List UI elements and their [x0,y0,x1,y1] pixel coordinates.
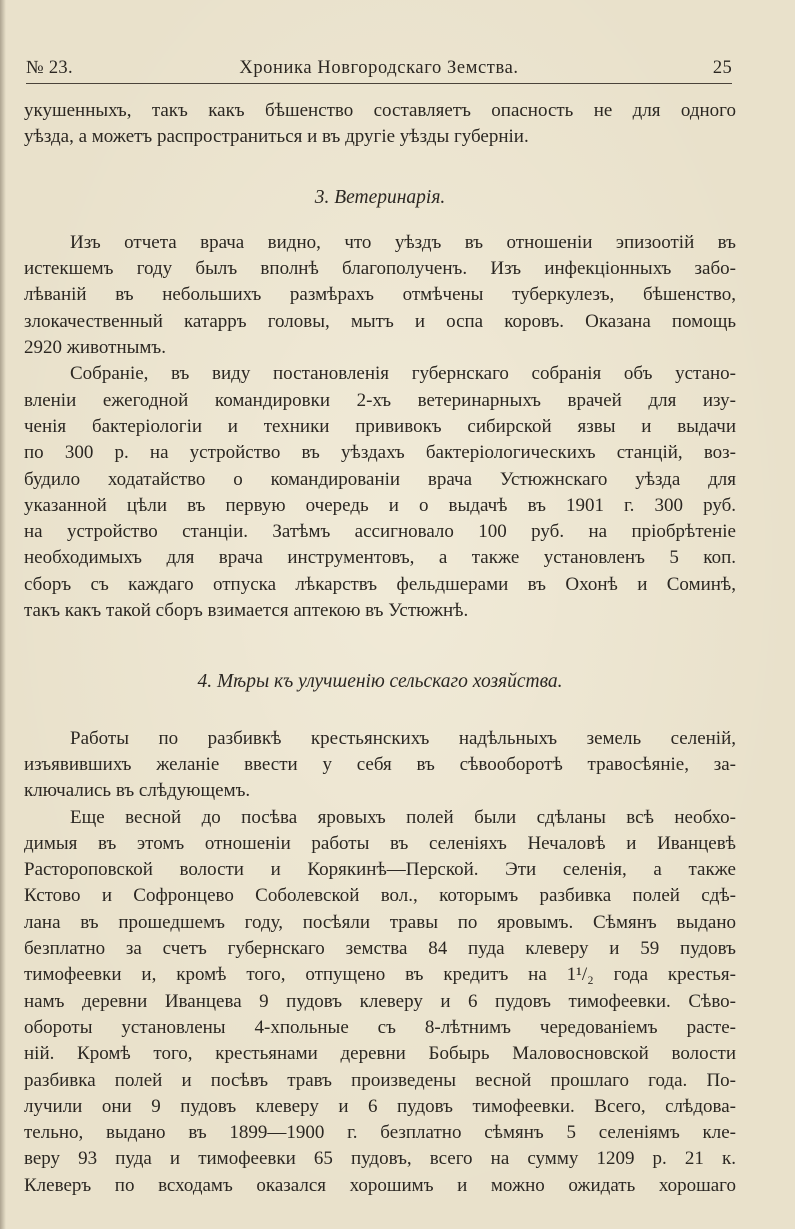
text-line: лучили они 9 пудовъ клеверу и 6 пудовъ тимофеевки. Всего, слѣдова- [24,1095,736,1117]
text-line: сборъ съ каждаго отпуска лѣкарствъ фельдшерами въ Охонѣ и Соминѣ, [24,573,736,595]
text-line: вленіи ежегодной командировки 2-хъ ветеринарныхъ врачей для изу- [24,389,736,411]
text-line: безплатно за счетъ губернскаго земства 84 пуда клеверу и 59 пудовъ [24,938,736,960]
text-line: по 300 р. на устройство въ уѣздахъ бактеріологическихъ станцій, воз- [24,442,736,464]
text-line: обороты установлены 4-хпольные съ 8-лѣтнимъ чередованіемъ расте- [24,1016,736,1038]
text-line: 2920 животнымъ. [24,337,166,359]
text-line: указанной цѣли въ первую очередь и о выдачѣ въ 1901 г. 300 руб. [24,494,736,516]
text-line: ченія бактеріологіи и техники прививокъ сибирской язвы и выдачи [24,415,736,437]
text-line: димыя въ этомъ отношеніи работы въ селеніяхъ Нечаловѣ и Иванцевѣ [24,832,736,854]
journal-title: Хроника Новгородскаго Земства. [239,58,519,78]
text-line: необходимыхъ для врача инструментовъ, а также установленъ 5 коп. [24,547,736,569]
text-line: изъявившихъ желаніе ввести у себя въ сѣвооборотѣ травосѣяніе, за- [24,753,736,775]
text-line: Изъ отчета врача видно, что уѣздъ въ отношеніи эпизоотій въ [70,231,736,253]
veterinary-paragraph-2 [24,361,736,624]
text-line: такъ какъ такой сборъ взимается аптекою въ Устюжнѣ. [24,600,469,622]
header-rule [26,83,732,84]
text-line: Еще весной до посѣва яровыхъ полей были сдѣланы всѣ необхо- [70,806,736,828]
page-number: 25 [712,58,732,78]
text-line: Работы по разбивкѣ крестьянскихъ надѣльныхъ земель селеній, [70,727,736,749]
text-line: веру 93 пуда и тимофеевки 65 пудовъ, всего на сумму 1209 р. 21 к. [24,1148,736,1170]
text-line: тимофеевки и, кромѣ того, отпущено въ кредитъ на 1¹/₂ года крестья- [24,964,736,986]
text-line: Растороповской волости и Корякинѣ—Перской. Эти селенія, а также [24,859,736,881]
text-line: Собраніе, въ виду постановленія губернскаго собранія объ устано- [70,363,736,385]
text-line: укушенныхъ, такъ какъ бѣшенство составляетъ опасность не для одного [24,100,736,121]
text-line: уѣзда, а можетъ распространиться и въ другіе уѣзды губерніи. [24,126,529,148]
running-header [26,58,732,84]
intro-paragraph [24,98,736,151]
text-line: на устройство станціи. Затѣмъ ассигновало 100 руб. на пріобрѣтеніе [24,521,736,543]
page-body [24,98,736,1199]
agriculture-paragraph-2 [24,805,736,1199]
section-heading-agriculture: 4. Мѣры къ улучшенію сельскаго хозяйства. [197,671,563,693]
text-line: будило ходатайство о командированіи врача Устюжнскаго уѣзда для [24,468,736,490]
veterinary-paragraph-1 [24,230,736,361]
issue-number: № 23. [26,58,73,78]
text-line: тельно, выдано въ 1899—1900 г. безплатно сѣмянъ 5 селеніямъ кле- [24,1122,736,1144]
agriculture-paragraph-1 [24,726,736,805]
page-edge-shadow [0,0,6,1229]
text-line: Клеверъ по всходамъ оказался хорошимъ и можно ожидать хорошаго [24,1174,736,1196]
text-line: злокачественный катарръ головы, мытъ и оспа коровъ. Оказана помощь [24,310,736,332]
section-heading-veterinary: 3. Ветеринарія. [314,186,446,208]
text-line: намъ деревни Иванцева 9 пудовъ клеверу и 6 пудовъ тимофеевки. Сѣво- [24,990,736,1012]
text-line: истекшемъ году былъ вполнѣ благополученъ. Изъ инфекціонныхъ забо- [24,258,736,280]
text-line: ключались въ слѣдующемъ. [24,780,251,802]
text-line: лана въ прошедшемъ году, посѣяли травы по яровымъ. Сѣмянъ выдано [24,911,736,933]
text-line: Кстово и Софронцево Соболевской вол., которымъ разбивка полей сдѣ- [24,885,736,907]
text-line: разбивка полей и посѣвъ травъ произведены весной прошлаго года. По- [24,1069,736,1091]
text-line: лѣваній въ небольшихъ размѣрахъ отмѣчены туберкулезъ, бѣшенство, [24,284,736,306]
text-line: ній. Кромѣ того, крестьянами деревни Бобырь Маловосновской волости [24,1043,736,1065]
